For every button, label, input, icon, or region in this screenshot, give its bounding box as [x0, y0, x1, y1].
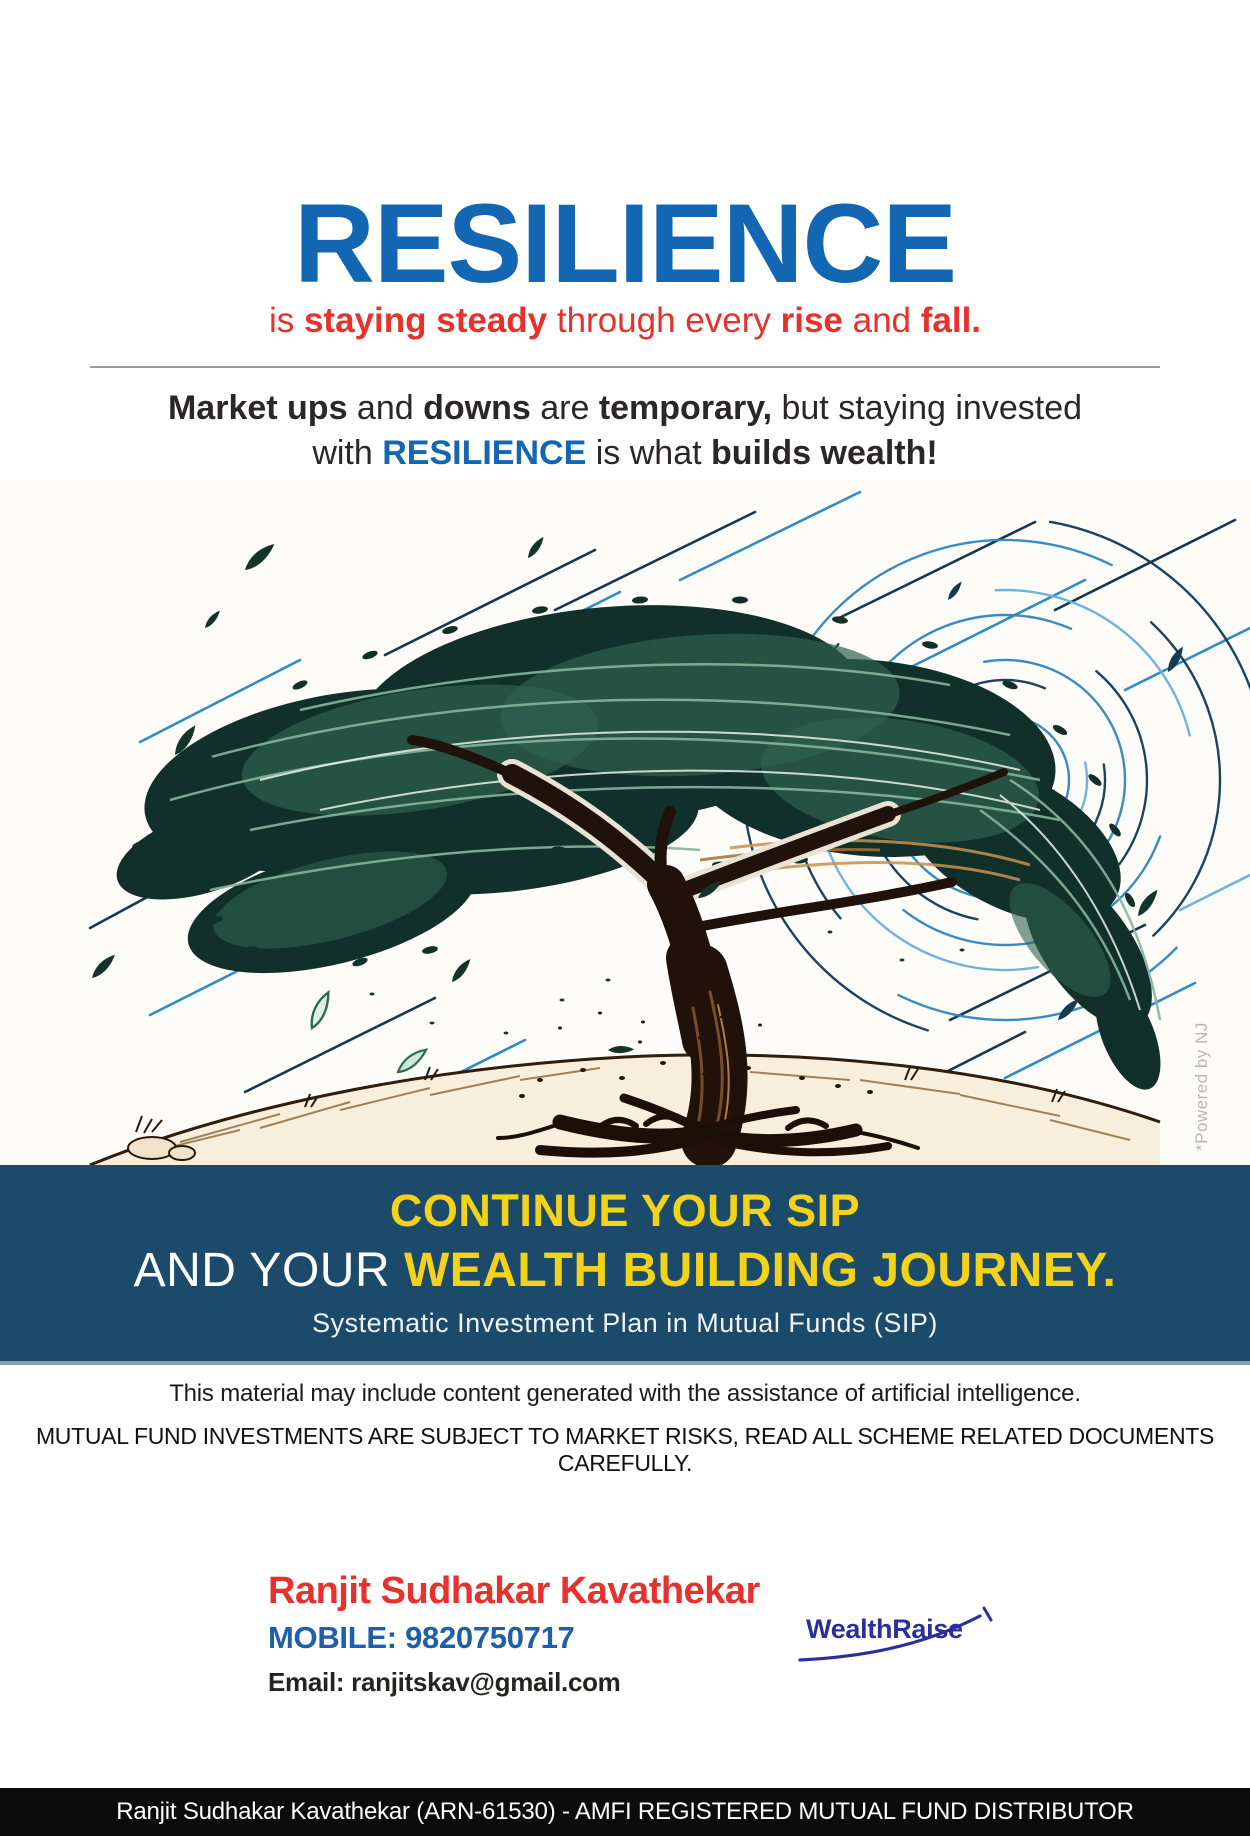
page-title: RESILIENCE [293, 181, 957, 306]
message-segment-bold: downs [423, 389, 531, 427]
message-segment: and [347, 389, 424, 427]
banner-caption: Systematic Investment Plan in Mutual Funds (SIP) [312, 1308, 938, 1338]
ai-disclaimer: This material may include content generated with the assistance of artificial intelligence. [169, 1380, 1081, 1407]
powered-by-watermark: *Powered by NJ [1192, 1022, 1211, 1151]
advisor-email: Email: ranjitskav@gmail.com [268, 1667, 621, 1697]
wealthraise-logo-text: WealthRaise [806, 1614, 963, 1644]
banner-subheadline-highlight: WEALTH BUILDING JOURNEY. [403, 1244, 1117, 1297]
banner-subheadline [0, 1243, 1250, 1298]
message-segment-resilience: RESILIENCE [382, 433, 587, 472]
message-segment-bold: Market ups [167, 389, 348, 427]
cta-banner [0, 1165, 1250, 1365]
message-segment: with [312, 433, 383, 472]
subtitle-segment: through every [547, 301, 781, 340]
contact-block [268, 1570, 760, 1698]
subtitle-segment: is [268, 301, 304, 340]
message-line-1 [0, 386, 1250, 431]
subtitle-segment: and [842, 301, 921, 340]
message-segment: is what [586, 433, 711, 472]
advisor-name: Ranjit Sudhakar Kavathekar [268, 1570, 760, 1612]
banner-subheadline-prefix: AND YOUR [133, 1244, 404, 1297]
horizontal-divider [90, 366, 1160, 368]
distributor-footer-bar: Ranjit Sudhakar Kavathekar (ARN-61530) - AMFI REGISTERED MUTUAL FUND DISTRIBUTOR [0, 1788, 1250, 1836]
advisor-mobile: MOBILE: 9820750717 [268, 1620, 575, 1655]
message-segment: are [530, 389, 599, 427]
wealthraise-logo [798, 1602, 1008, 1672]
risk-disclaimer: MUTUAL FUND INVESTMENTS ARE SUBJECT TO MARKET RISKS, READ ALL SCHEME RELATED DOCUMENTS CAREFULLY. [35, 1423, 1215, 1476]
banner-headline: CONTINUE YOUR SIP [389, 1185, 861, 1236]
windblown-tree-illustration [0, 480, 1250, 1165]
message-segment-bold: builds wealth! [711, 433, 938, 472]
subtitle [0, 301, 1250, 341]
message-segment: but staying invested [772, 389, 1083, 427]
subtitle-segment-bold: staying steady [303, 301, 548, 340]
subtitle-segment-bold: rise [780, 301, 843, 340]
message-line-2 [0, 431, 1250, 476]
message-paragraph [0, 386, 1250, 476]
subtitle-segment-bold: fall. [920, 301, 982, 340]
message-segment-bold: temporary, [598, 389, 773, 427]
